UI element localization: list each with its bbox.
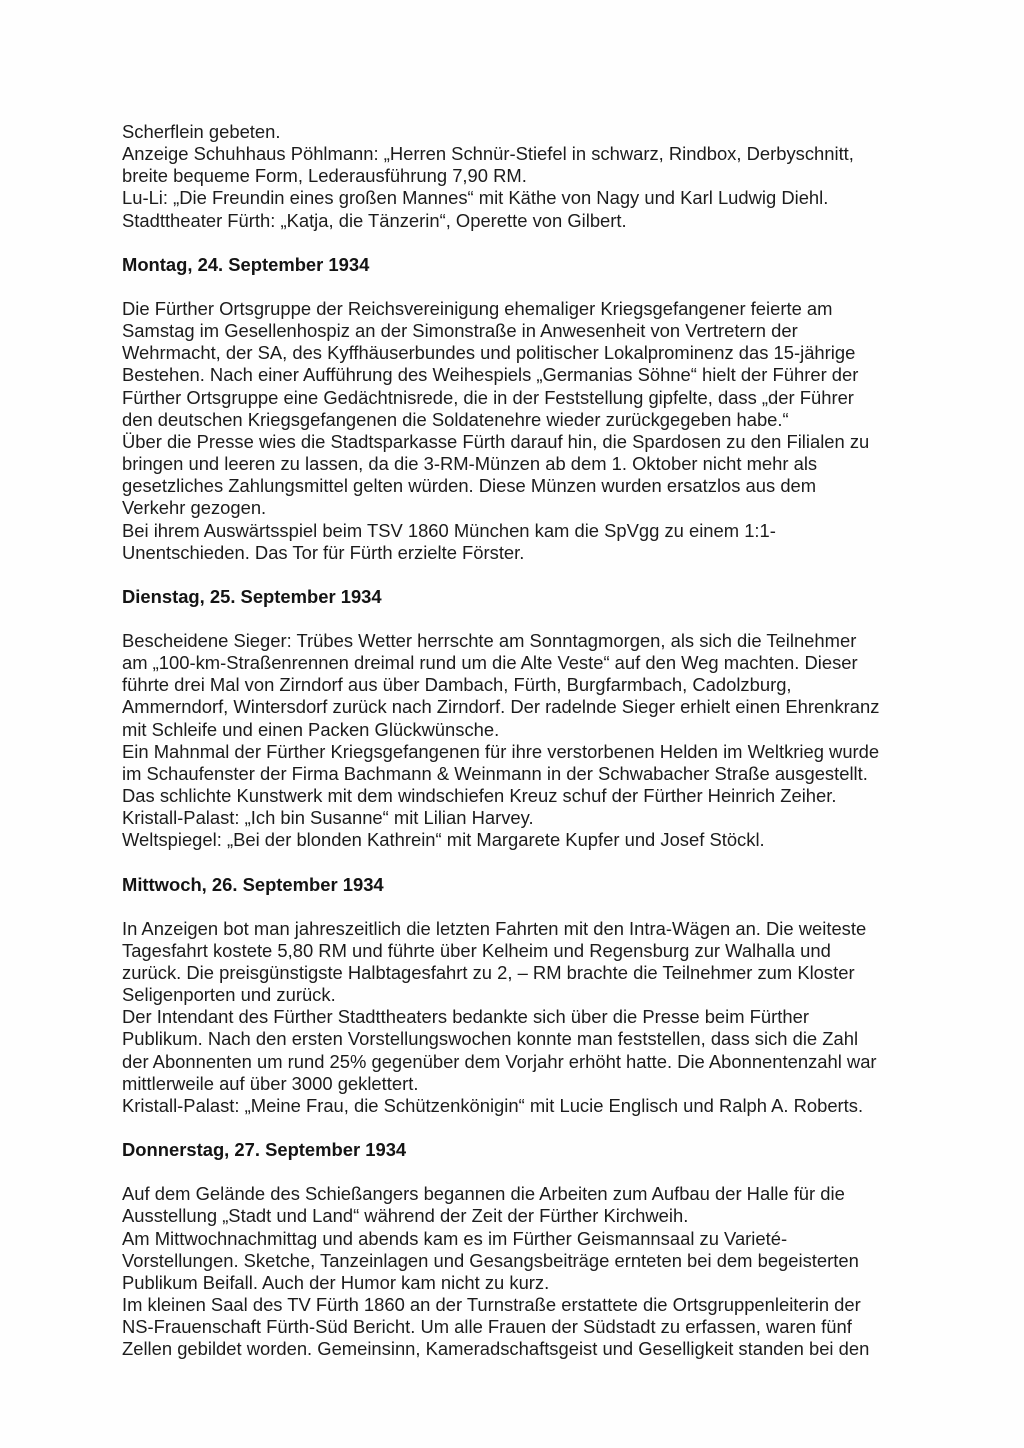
text-line: Vorstellungen. Sketche, Tanzeinlagen und Gesangsbeiträge ernteten bei dem begeisterten: [122, 1249, 859, 1271]
text-line: gesetzliches Zahlungsmittel gelten würden. Diese Münzen wurden ersatzlos aus dem: [122, 475, 817, 497]
text-line: In Anzeigen bot man jahreszeitlich die letzten Fahrten mit den Intra-Wägen an. Die weiteste: [122, 917, 867, 939]
document-content: [122, 121, 917, 1361]
text-line: Am Mittwochnachmittag und abends kam es im Fürther Geismannsaal zu Varieté-: [122, 1227, 788, 1249]
paragraph-mittwoch-3: [122, 1095, 917, 1117]
text-line: der Abonnenten um rund 25% gegenüber dem Vorjahr erhöht hatte. Die Abonnentenzahl war: [122, 1050, 877, 1072]
text-line: Über die Presse wies die Stadtsparkasse Fürth darauf hin, die Spardosen zu den Filialen zu: [122, 430, 870, 452]
text-line: Scherflein gebeten.: [122, 121, 281, 142]
text-line: Bei ihrem Auswärtsspiel beim TSV 1860 München kam die SpVgg zu einem 1:1-: [122, 519, 776, 541]
section-heading-montag: Montag, 24. September 1934: [122, 253, 370, 275]
section-heading-mittwoch: Mittwoch, 26. September 1934: [122, 873, 384, 895]
section-heading-donnerstag: Donnerstag, 27. September 1934: [122, 1139, 407, 1161]
paragraph-donnerstag-3: [122, 1294, 917, 1360]
paragraph-montag-1: [122, 298, 917, 431]
paragraph-montag-2: [122, 431, 917, 520]
text-line: Die Fürther Ortsgruppe der Reichsvereinigung ehemaliger Kriegsgefangener feierte am: [122, 297, 833, 319]
paragraph-dienstag-4: [122, 829, 917, 851]
text-line: zurück. Die preisgünstigste Halbtagesfahrt zu 2, – RM brachte die Teilnehmer zum Kloster: [122, 962, 855, 983]
text-line: den deutschen Kriegsgefangenen die Soldatenehre wieder zurückgegeben habe.“: [122, 408, 789, 430]
text-line: mit Schleife und einen Packen Glückwünsche.: [122, 718, 500, 740]
text-line: Der Intendant des Fürther Stadttheaters bedankte sich über die Presse beim Fürther: [122, 1006, 809, 1028]
text-line: bringen und leeren zu lassen, da die 3-RM-Münzen ab dem 1. Oktober nicht mehr als: [122, 453, 818, 475]
text-line: mittlerweile auf über 3000 geklettert.: [122, 1072, 419, 1094]
text-line: Lu-Li: „Die Freundin eines großen Mannes“ mit Käthe von Nagy und Karl Ludwig Diehl.: [122, 187, 829, 209]
intro-paragraph: [122, 121, 917, 232]
text-line: Fürther Ortsgruppe eine Gedächtnisrede, die in der Feststellung gipfelte, dass „der Führer: [122, 386, 854, 408]
paragraph-donnerstag-1: [122, 1183, 917, 1227]
text-line: Kristall-Palast: „Meine Frau, die Schützenkönigin“ mit Lucie Englisch und Ralph A. Roberts.: [122, 1094, 864, 1116]
text-line: Zellen gebildet worden. Gemeinsinn, Kameradschaftsgeist und Geselligkeit standen bei den: [122, 1338, 870, 1360]
text-line: Wehrmacht, der SA, des Kyffhäuserbundes und politischer Lokalprominenz das 15-jährige: [122, 342, 856, 364]
text-line: am „100-km-Straßenrennen dreimal rund um die Alte Veste“ auf den Weg machten. Dieser: [122, 652, 858, 674]
text-line: Samstag im Gesellenhospiz an der Simonstraße in Anwesenheit von Vertretern der: [122, 320, 798, 342]
paragraph-mittwoch-2: [122, 1006, 917, 1095]
text-line: Ausstellung „Stadt und Land“ während der Zeit der Fürther Kirchweih.: [122, 1205, 689, 1227]
text-line: Stadttheater Fürth: „Katja, die Tänzerin“, Operette von Gilbert.: [122, 209, 627, 231]
text-line: im Schaufenster der Firma Bachmann & Weinmann in der Schwabacher Straße ausgestellt.: [122, 762, 868, 784]
text-line: Ammerndorf, Wintersdorf zurück nach Zirndorf. Der radelnde Sieger erhielt einen Ehrenkranz: [122, 696, 880, 718]
section-heading-dienstag: Dienstag, 25. September 1934: [122, 585, 382, 607]
text-line: Kristall-Palast: „Ich bin Susanne“ mit Lilian Harvey.: [122, 807, 534, 829]
text-line: Anzeige Schuhhaus Pöhlmann: „Herren Schnür-Stiefel in schwarz, Rindbox, Derbyschnitt,: [122, 143, 854, 165]
text-line: Unentschieden. Das Tor für Fürth erzielte Förster.: [122, 541, 525, 563]
text-line: Publikum Beifall. Auch der Humor kam nicht zu kurz.: [122, 1271, 550, 1293]
text-line: breite bequeme Form, Lederausführung 7,90 RM.: [122, 165, 527, 187]
text-line: Ein Mahnmal der Fürther Kriegsgefangenen für ihre verstorbenen Helden im Weltkrieg wurde: [122, 740, 880, 762]
paragraph-dienstag-3: [122, 807, 917, 829]
paragraph-montag-3: [122, 520, 917, 564]
text-line: Auf dem Gelände des Schießangers begannen die Arbeiten zum Aufbau der Halle für die: [122, 1183, 845, 1205]
text-line: Weltspiegel: „Bei der blonden Kathrein“ mit Margarete Kupfer und Josef Stöckl.: [122, 829, 765, 851]
text-line: NS-Frauenschaft Fürth-Süd Bericht. Um alle Frauen der Südstadt zu erfassen, waren fünf: [122, 1316, 852, 1338]
text-line: Publikum. Nach den ersten Vorstellungswochen konnte man feststellen, dass sich die Zahl: [122, 1028, 859, 1050]
text-line: Seligenporten und zurück.: [122, 984, 336, 1006]
text-line: Verkehr gezogen.: [122, 497, 267, 519]
text-line: Das schlichte Kunstwerk mit dem windschiefen Kreuz schuf der Fürther Heinrich Zeiher.: [122, 785, 837, 807]
text-line: Im kleinen Saal des TV Fürth 1860 an der Turnstraße erstattete die Ortsgruppenleiterin der: [122, 1294, 861, 1316]
paragraph-dienstag-1: [122, 630, 917, 741]
paragraph-mittwoch-1: [122, 918, 917, 1007]
text-line: Bestehen. Nach einer Aufführung des Weihespiels „Germanias Söhne“ hielt der Führer der: [122, 364, 859, 386]
text-line: Bescheidene Sieger: Trübes Wetter herrschte am Sonntagmorgen, als sich die Teilnehmer: [122, 629, 857, 651]
paragraph-dienstag-2: [122, 741, 917, 807]
paragraph-donnerstag-2: [122, 1228, 917, 1294]
text-line: führte drei Mal von Zirndorf aus über Dambach, Fürth, Burgfarmbach, Cadolzburg,: [122, 674, 792, 696]
text-line: Tagesfahrt kostete 5,80 RM und führte über Kelheim und Regensburg zur Walhalla und: [122, 939, 831, 961]
